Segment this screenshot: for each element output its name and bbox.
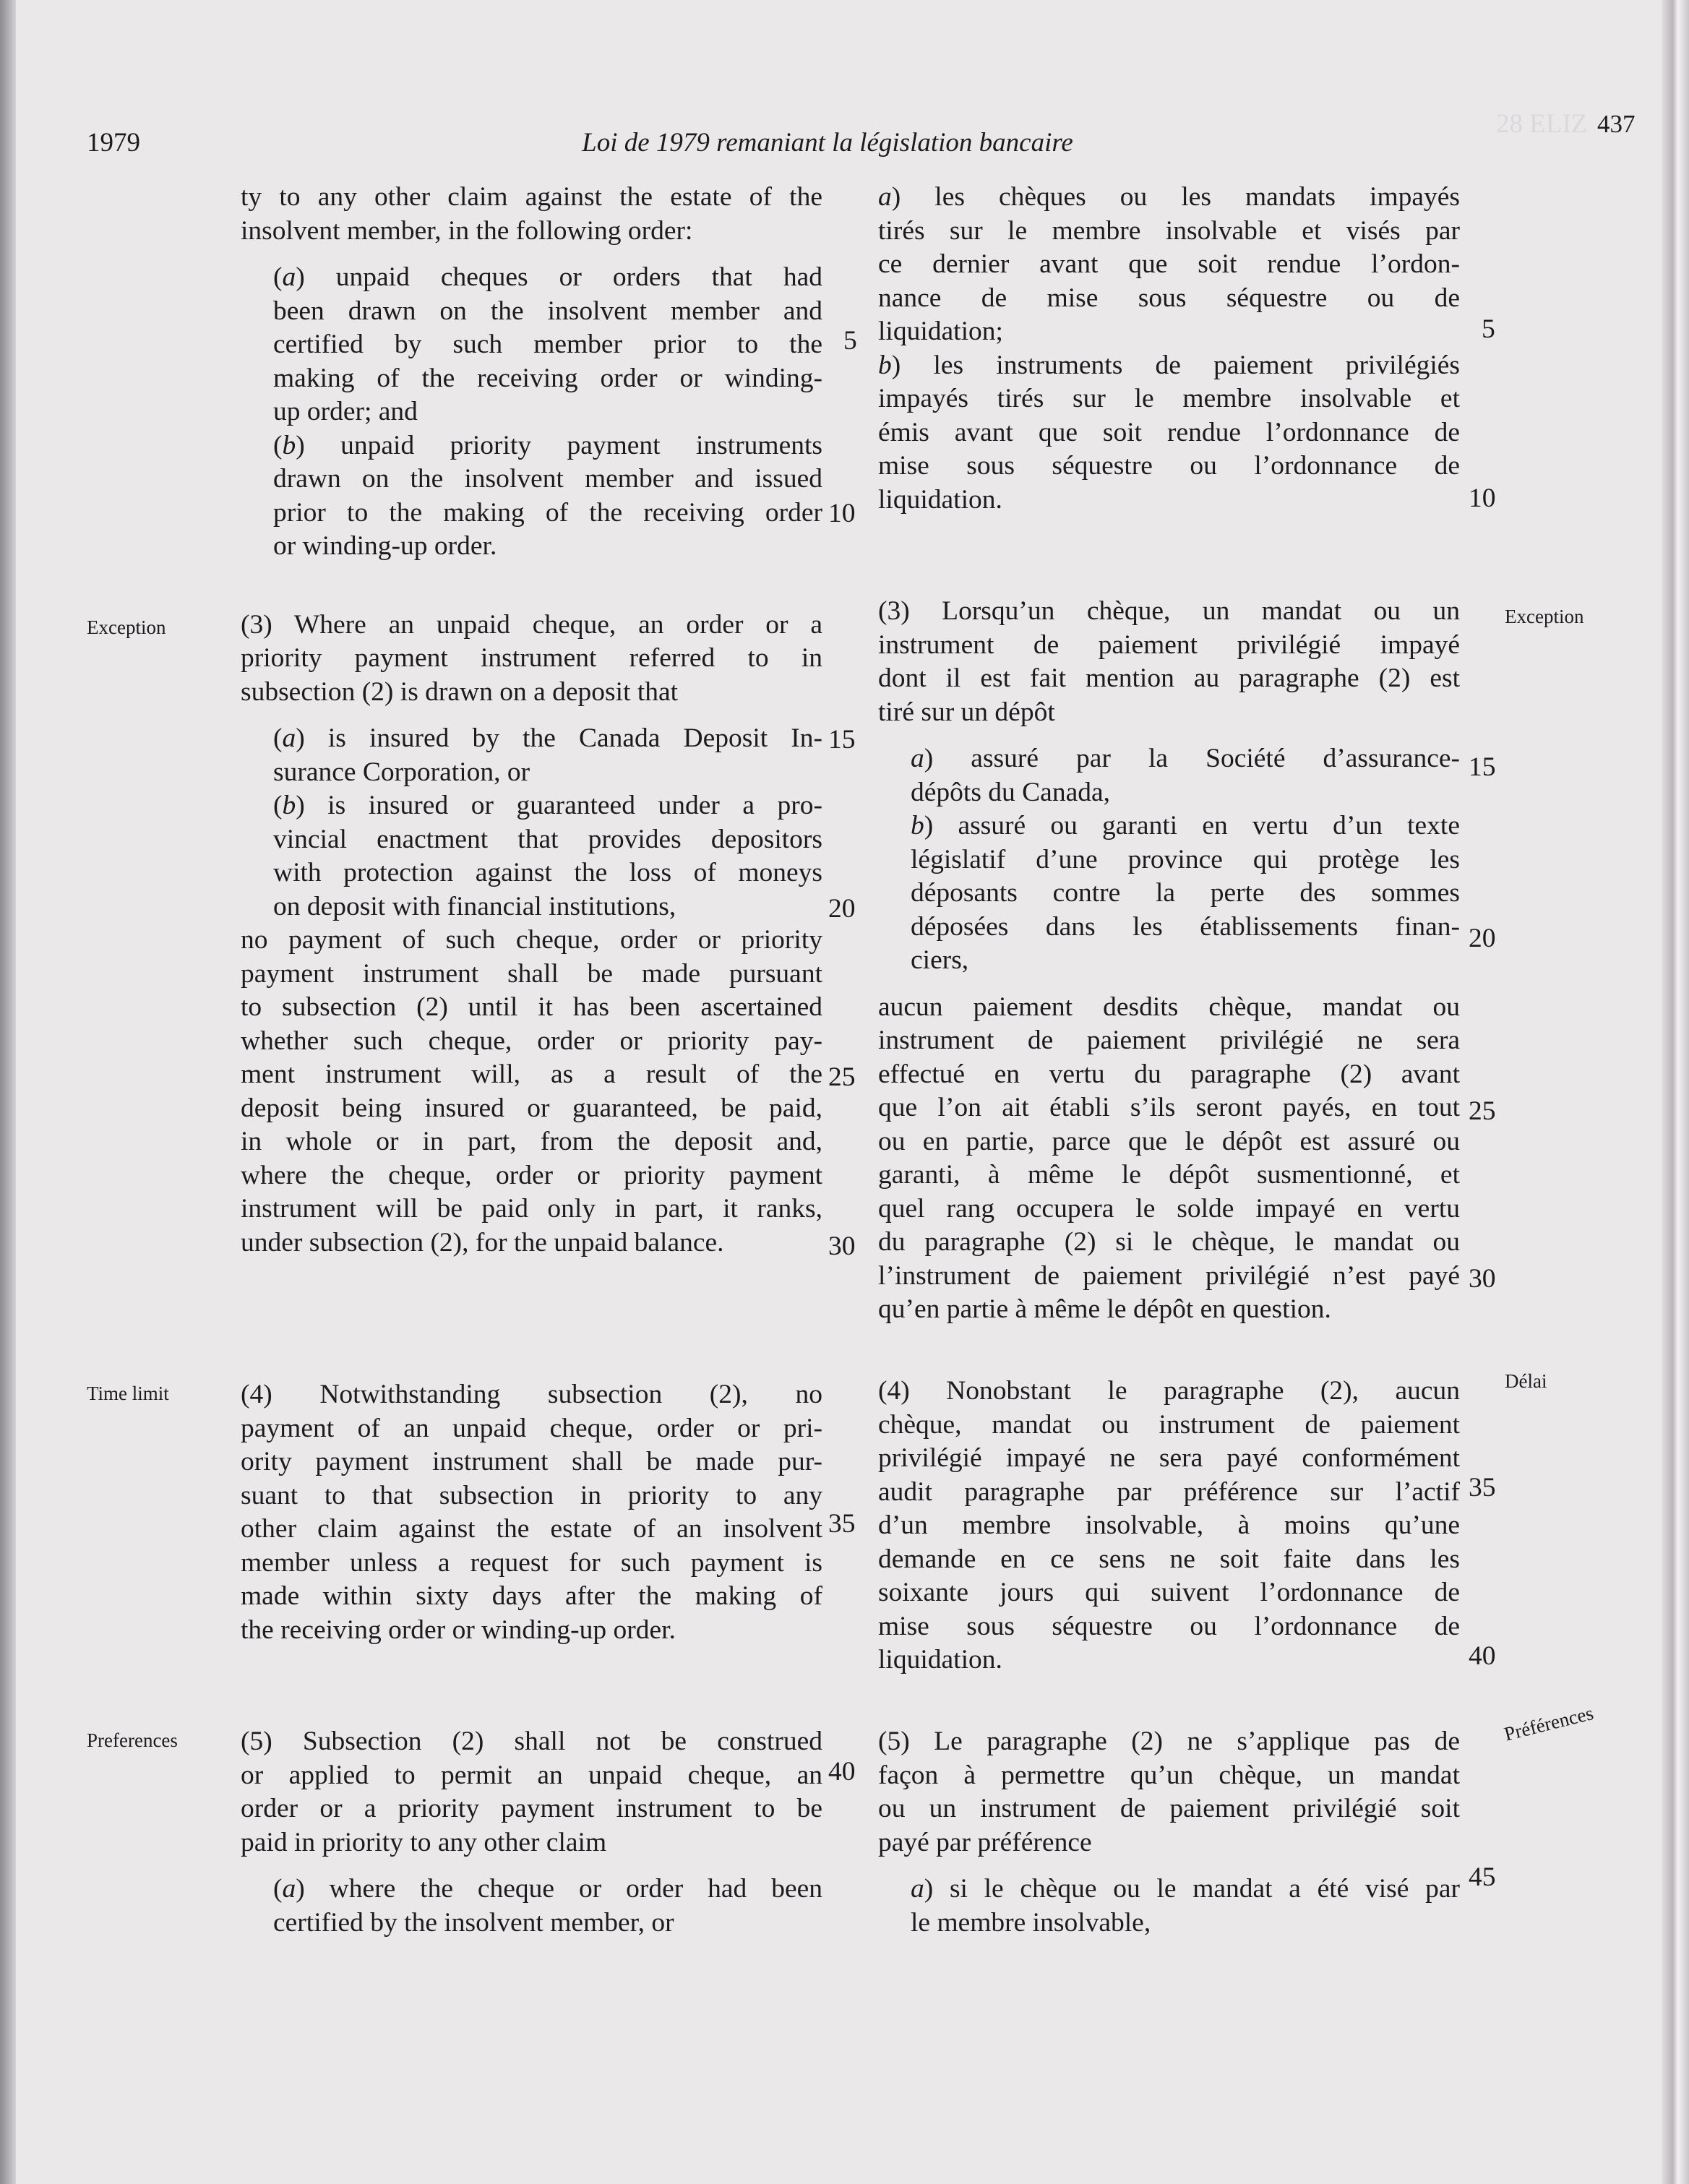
text-line: quel rang occupera le solde impayé en vertu: [878, 1193, 1460, 1224]
text-line: privilégié impayé ne sera payé conformément: [878, 1443, 1460, 1473]
text-line: (4) Nonobstant le paragraphe (2), aucun: [878, 1376, 1460, 1406]
text-line: qu’en partie à même le dépôt en question.: [878, 1294, 1331, 1324]
text-line: a) assuré par la Société d’assurance-: [911, 744, 1460, 773]
text-line: or applied to permit an unpaid cheque, an: [241, 1760, 822, 1790]
text-line: paid in priority to any other claim: [241, 1827, 607, 1857]
text-line: made within sixty days after the making of: [241, 1581, 822, 1611]
text-line: (3) Lorsqu’un chèque, un mandat ou un: [878, 596, 1460, 626]
item-label: a: [911, 744, 924, 773]
header-year: 1979: [87, 128, 140, 158]
line-number: 40: [1469, 1641, 1496, 1671]
margin-note-preferences-en: Preferences: [87, 1729, 178, 1751]
text-line: législatif d’une province qui protège les: [911, 844, 1460, 874]
text-line: where the cheque, order or priority payment: [241, 1160, 822, 1190]
item-label: a: [282, 262, 296, 292]
item-label: a: [878, 182, 892, 212]
text-line: suant to that subsection in priority to any: [241, 1480, 822, 1510]
line-number: 35: [828, 1509, 856, 1539]
text-line: (a) unpaid cheques or orders that had: [273, 262, 822, 292]
text-line: certified by the insolvent member, or: [273, 1907, 674, 1938]
text-line: instrument will be paid only in part, it ranks,: [241, 1194, 822, 1224]
text-line: up order; and: [273, 397, 418, 426]
text-line: tiré sur un dépôt: [878, 697, 1055, 727]
line-number: 30: [828, 1231, 856, 1261]
english-column-s4: [241, 1378, 822, 1647]
text-line: déposées dans les établissements finan-: [911, 911, 1460, 942]
page-number: 437: [1597, 110, 1636, 138]
line-number: 15: [1469, 752, 1496, 782]
text-line: deposit being insured or guaranteed, be paid,: [241, 1093, 822, 1123]
text-line: a) les chèques ou les mandats impayés: [878, 182, 1460, 212]
text-line: ou un instrument de paiement privilégié soit: [878, 1794, 1460, 1823]
text-line: ty to any other claim against the estate of the: [241, 182, 822, 212]
item-label: a: [282, 723, 296, 753]
text-line: prior to the making of the receiving order: [273, 497, 822, 528]
running-title: Loi de 1979 remaniant la législation bancaire: [582, 128, 1073, 158]
text-line: ce dernier avant que soit rendue l’ordon-: [878, 249, 1460, 279]
text-line: certified by such member prior to the: [273, 330, 822, 359]
margin-note-exception-fr: Exception: [1505, 606, 1584, 627]
item-label: a: [911, 1874, 924, 1904]
text-line: chèque, mandat ou instrument de paiement: [878, 1409, 1460, 1440]
item-label: b: [282, 791, 296, 820]
text-line: audit paragraphe par préférence sur l’actif: [878, 1476, 1460, 1507]
page-edge: [1662, 0, 1689, 2184]
text-line: (a) where the cheque or order had been: [273, 1874, 822, 1904]
line-number: 25: [828, 1062, 856, 1092]
text-line: liquidation.: [878, 484, 1002, 515]
text-line: payment instrument shall be made pursuant: [241, 958, 822, 989]
text-line: aucun paiement desdits chèque, mandat ou: [878, 992, 1460, 1022]
french-column-s4: [878, 1375, 1460, 1677]
text-line: effectué en vertu du paragraphe (2) avant: [878, 1059, 1460, 1089]
text-line: insolvent member, in the following order:: [241, 215, 693, 246]
text-line: instrument de paiement privilégié impayé: [878, 629, 1460, 660]
text-line: du paragraphe (2) si le chèque, le mandat ou: [878, 1227, 1460, 1257]
line-number: 30: [1469, 1264, 1496, 1294]
text-line: payment of an unpaid cheque, order or pri-: [241, 1413, 822, 1443]
text-line: on deposit with financial institutions,: [273, 891, 676, 921]
text-line: drawn on the insolvent member and issued: [273, 464, 822, 494]
text-line: mise sous séquestre ou l’ordonnance de: [878, 451, 1460, 481]
line-number: 5: [1482, 314, 1495, 344]
line-number: 45: [1469, 1862, 1496, 1892]
text-line: mise sous séquestre ou l’ordonnance de: [878, 1611, 1460, 1641]
text-line: a) si le chèque ou le mandat a été visé par: [911, 1874, 1460, 1904]
margin-note-time-limit: Time limit: [87, 1383, 169, 1404]
text-line: dont il est fait mention au paragraphe (2) est: [878, 663, 1460, 693]
text-line: the receiving order or winding-up order.: [241, 1615, 676, 1645]
margin-note-delai: Délai: [1505, 1370, 1547, 1392]
text-line: ority payment instrument shall be made pur-: [241, 1447, 822, 1476]
line-number: 20: [1469, 924, 1496, 953]
text-line: instrument de paiement privilégié ne sera: [878, 1026, 1460, 1055]
text-line: priority payment instrument referred to in: [241, 643, 822, 673]
english-column-s5: [241, 1725, 822, 1940]
item-label: b: [911, 811, 924, 841]
line-number: 10: [1469, 483, 1496, 513]
text-line: ciers,: [911, 945, 969, 975]
text-line: with protection against the loss of moneys: [273, 858, 822, 887]
text-line: soixante jours qui suivent l’ordonnance de: [878, 1578, 1460, 1607]
text-line: in whole or in part, from the deposit and,: [241, 1127, 822, 1156]
text-line: nance de mise sous séquestre ou de: [878, 283, 1460, 313]
text-line: demande en ce sens ne soit faite dans les: [878, 1544, 1460, 1574]
text-line: no payment of such cheque, order or priority: [241, 925, 822, 955]
text-line: under subsection (2), for the unpaid balance.: [241, 1227, 724, 1257]
text-line: vincial enactment that provides depositors: [273, 824, 822, 854]
item-label: a: [282, 1874, 296, 1904]
line-number: 10: [828, 499, 856, 528]
text-line: order or a priority payment instrument to be: [241, 1794, 822, 1823]
text-line: (a) is insured by the Canada Deposit In-: [273, 723, 822, 753]
text-line: (5) Subsection (2) shall not be construed: [241, 1727, 822, 1756]
text-line: liquidation.: [878, 1645, 1002, 1674]
margin-note-exception-en: Exception: [87, 616, 166, 638]
french-column-s5: [878, 1725, 1460, 1940]
text-line: been drawn on the insolvent member and: [273, 296, 822, 326]
text-line: or winding-up order.: [273, 531, 497, 561]
text-line: b) les instruments de paiement privilégiés: [878, 350, 1460, 380]
text-line: ment instrument will, as a result of the: [241, 1059, 822, 1089]
text-line: (b) unpaid priority payment instruments: [273, 430, 822, 460]
text-line: ou en partie, parce que le dépôt est assuré ou: [878, 1126, 1460, 1156]
text-line: b) assuré ou garanti en vertu d’un texte: [911, 811, 1460, 841]
item-label: b: [878, 350, 892, 380]
text-line: dépôts du Canada,: [911, 777, 1110, 807]
margin-note-preferences-fr: Préférences: [1502, 1701, 1596, 1745]
text-line: subsection (2) is drawn on a deposit that: [241, 676, 679, 707]
show-through-running-head: 28 ELIZ: [1496, 109, 1588, 139]
text-line: payé par préférence: [878, 1827, 1092, 1857]
line-number: 20: [828, 894, 856, 924]
text-line: (4) Notwithstanding subsection (2), no: [241, 1380, 822, 1409]
text-line: (b) is insured or guaranteed under a pro-: [273, 791, 822, 820]
text-line: surance Corporation, or: [273, 757, 530, 787]
text-line: (3) Where an unpaid cheque, an order or a: [241, 609, 822, 640]
text-line: tirés sur le membre insolvable et visés par: [878, 215, 1460, 246]
item-label: b: [282, 430, 296, 460]
text-line: le membre insolvable,: [911, 1907, 1151, 1938]
text-line: émis avant que soit rendue l’ordonnance de: [878, 417, 1460, 447]
text-line: to subsection (2) until it has been ascertained: [241, 992, 822, 1022]
text-line: garanti, à même le dépôt susmentionné, et: [878, 1160, 1460, 1190]
page-gutter-shadow: [0, 0, 16, 2184]
text-line: l’instrument de paiement privilégié n’est payé: [878, 1260, 1460, 1291]
text-line: impayés tirés sur le membre insolvable et: [878, 384, 1460, 413]
text-line: other claim against the estate of an insolvent: [241, 1514, 822, 1544]
text-line: que l’on ait établi s’ils seront payés, en tout: [878, 1093, 1460, 1122]
text-line: member unless a request for such payment is: [241, 1547, 822, 1578]
text-line: making of the receiving order or winding-: [273, 363, 822, 393]
text-line: whether such cheque, order or priority pay-: [241, 1026, 822, 1056]
text-line: déposants contre la perte des sommes: [911, 878, 1460, 908]
text-line: d’un membre insolvable, à moins qu’une: [878, 1510, 1460, 1540]
line-number: 40: [828, 1757, 856, 1787]
text-line: (5) Le paragraphe (2) ne s’applique pas de: [878, 1727, 1460, 1756]
line-number: 25: [1469, 1096, 1496, 1126]
english-column: [241, 181, 822, 1260]
line-number: 5: [843, 326, 857, 356]
line-number: 35: [1469, 1473, 1496, 1502]
text-line: liquidation;: [878, 317, 1003, 346]
text-line: façon à permettre qu’un chèque, un mandat: [878, 1760, 1460, 1790]
french-column: [878, 181, 1460, 1327]
line-number: 15: [828, 725, 856, 754]
